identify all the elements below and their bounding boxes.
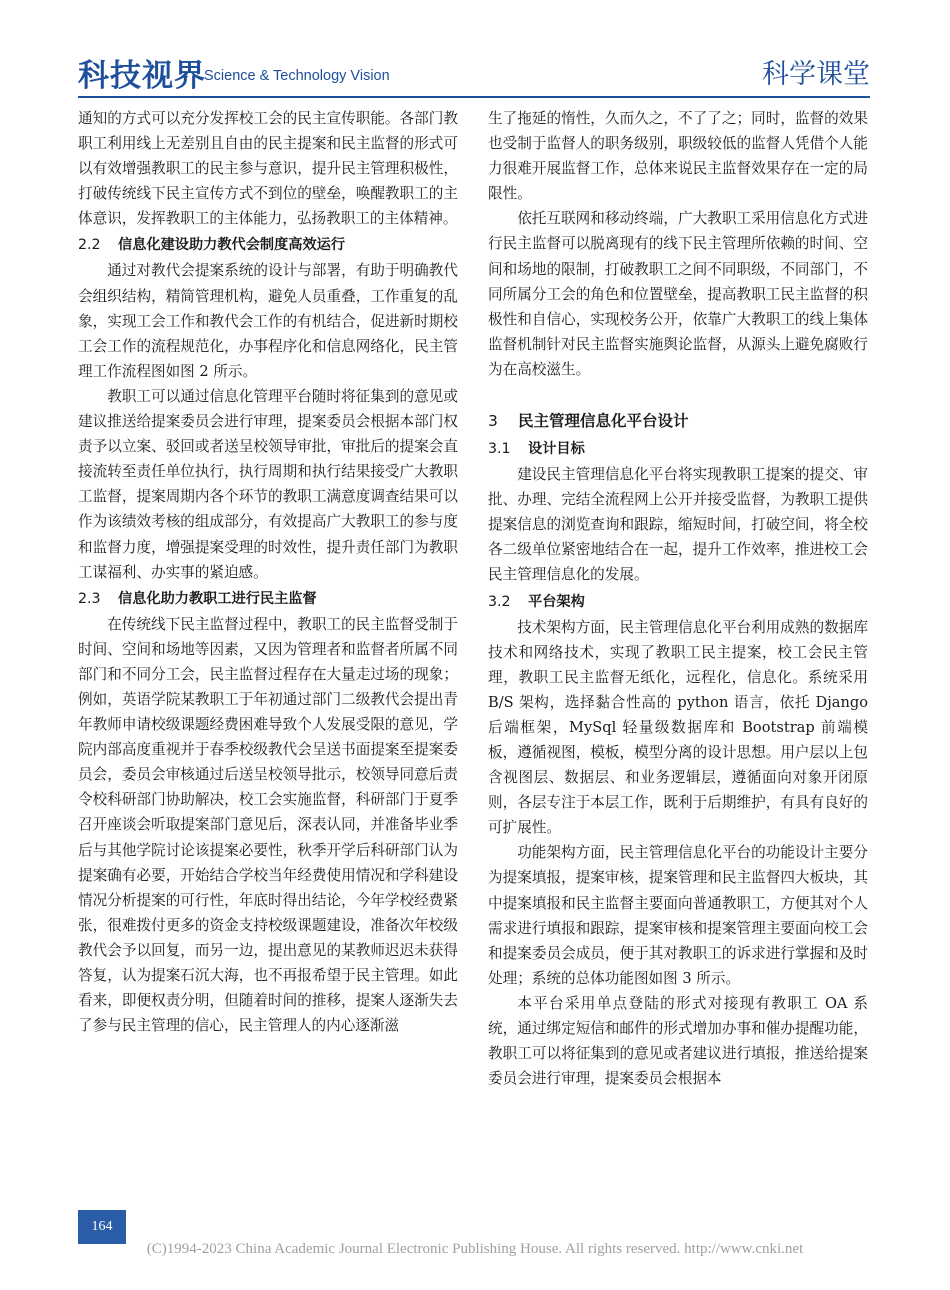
heading-number: 2.2 bbox=[78, 237, 101, 254]
heading-text: 民主管理信息化平台设计 bbox=[518, 412, 689, 431]
paragraph: 生了拖延的惰性，久而久之，不了了之；同时，监督的效果也受制于监督人的职务级别，职级较低的监督人凭借个人能力很难开展监督工作，总体来说民主监督效果存在一定的局限性。 bbox=[488, 110, 868, 203]
paragraph: 技术架构方面，民主管理信息化平台利用成熟的数据库技术和网络技术，实现了教职工民主提案，校工会民主管理，教职工民主监督无纸化，远程化，信息化。系统采用 B/S 架构，选择黏合性高的 python 语言，依托 Django 后端框架，MySql 轻量级数据库和 Bootstrap 前端模板，遵循视图，模板，模型分离的设计思想。用户层以上包含视图层、数据层、和业务逻辑层，遵循面向对象开闭原则，各层专注于本层工作，既利于后期维护，有具有良好的可扩展性。 bbox=[488, 618, 868, 837]
heading-text: 信息化建设助力教代会制度高效运行 bbox=[118, 237, 346, 254]
paragraph: 通过对教代会提案系统的设计与部署，有助于明确教代会组织结构，精简管理机构，避免人员重叠，工作重复的乱象，实现工会工作和教代会工作的有机结合，促进新时期校工会工作的流程规范化，办事程序化和信息网络化，民主管理工作流程图如图 2 所示。 bbox=[78, 262, 458, 380]
heading-number: 3.2 bbox=[488, 593, 511, 610]
paragraph: 通知的方式可以充分发挥校工会的民主宣传职能。各部门教职工利用线上无差别且自由的民主提案和民主监督的形式可以有效增强教职工的民主参与意识，提升民主管理积极性，打破传统线下民主宣传方式不到位的壁垒，唤醒教职工的主体意识，发挥教职工的主体能力，弘扬教职工的主体精神。 bbox=[78, 110, 458, 228]
section-gap bbox=[488, 382, 868, 407]
header-rule bbox=[78, 96, 870, 98]
heading-text: 信息化助力教职工进行民主监督 bbox=[118, 590, 317, 607]
section-heading-3-2 bbox=[488, 590, 868, 615]
paragraph: 在传统线下民主监督过程中，教职工的民主监督受制于时间、空间和场地等因素，又因为管理者和监督者所属不同部门和不同分工会，民主监督过程存在大量走过场的现象；例如，英语学院某教职工于年初通过部门二级教代会提出青年教师申请校级课题经费困难导致个人发展受限的意见，学院内部高度重视并于春季校级教代会呈送书面提案至提案委员会，委员会审核通过后送呈校领导批示，校领导同意后责令校科研部门协助解决，校工会实施监督，科研部门于夏季召开座谈会听取提案部门意见后，深表认同，并准备毕业季后与其他学院讨论该提案必要性，秋季开学后科研部门认为提案确有必要，开始结合学校当年经费使用情况和学科建设情况分析提案的可行性，年底时得出结论，今年学校经费紧张，很难拨付更多的资金支持校级课题建设，准备次年校级教代会予以回复，而另一边，提出意见的某教师迟迟未获得答复，认为提案石沉大海，也不再报希望于民主管理。如此看来，即便权责分明，但随着时间的推移，提案人逐渐失去了参与民主管理的信心，民主管理人的内心逐渐滋 bbox=[78, 615, 458, 1035]
journal-brand-cn: 科技视界 bbox=[78, 58, 206, 94]
paragraph: 教职工可以通过信息化管理平台随时将征集到的意见或建议推送给提案委员会进行审理，提案委员会根据本部门权责予以立案、驳回或者送呈校领导审批，审批后的提案会直接流转至责任单位执行，执行周期和执行结果接受广大教职工监督，提案周期内各个环节的教职工满意度调查结果可以作为该绩效考核的组成部分，有效提高广大教职工的参与度和监督力度，增强提案受理的时效性，提升责任部门为教职工谋福利、办实事的紧迫感。 bbox=[78, 387, 458, 581]
left-column bbox=[78, 106, 458, 1038]
heading-number: 3 bbox=[488, 412, 498, 431]
right-column bbox=[488, 106, 868, 1091]
heading-text: 设计目标 bbox=[528, 441, 585, 458]
heading-number: 3.1 bbox=[488, 441, 511, 458]
section-heading-2-2 bbox=[78, 233, 458, 258]
journal-brand-en: Science & Technology Vision bbox=[204, 68, 390, 84]
journal-header bbox=[78, 50, 870, 96]
heading-number: 2.3 bbox=[78, 590, 101, 607]
section-heading-3-1 bbox=[488, 437, 868, 462]
section-heading-2-3 bbox=[78, 587, 458, 612]
paragraph: 建设民主管理信息化平台将实现教职工提案的提交、审批、办理、完结全流程网上公开并接受监督，为教职工提供提案信息的浏览查询和跟踪，缩短时间，打破空间，将全校各二级单位紧密地结合在一起，提升工作效率，推进校工会民主管理信息化的发展。 bbox=[488, 466, 868, 584]
paragraph: 本平台采用单点登陆的形式对接现有教职工 OA 系统，通过绑定短信和邮件的形式增加办事和催办提醒功能，教职工可以将征集到的意见或者建议进行填报，推送给提案委员会进行审理，提案委员会根据本 bbox=[488, 994, 868, 1088]
section-heading-3 bbox=[488, 407, 868, 435]
paragraph: 功能架构方面，民主管理信息化平台的功能设计主要分为提案填报，提案审核，提案管理和民主监督四大板块，其中提案填报和民主监督主要面向普通教职工，方便其对个人需求进行填报和跟踪，提案审核和提案管理主要面向校工会和提案委员会成员，便于其对教职工的诉求进行掌握和及时处理；系统的总体功能图如图 3 所示。 bbox=[488, 844, 868, 987]
heading-text: 平台架构 bbox=[528, 593, 585, 610]
copyright-notice: (C)1994-2023 China Academic Journal Electronic Publishing House. All rights reserved. http://www.cnki.net bbox=[146, 1241, 804, 1257]
section-name: 科学课堂 bbox=[762, 59, 870, 90]
page-number: 164 bbox=[78, 1210, 126, 1244]
paragraph: 依托互联网和移动终端，广大教职工采用信息化方式进行民主监督可以脱离现有的线下民主管理所依赖的时间、空间和场地的限制，打破教职工之间不同职级，不同部门，不同所属分工会的角色和位置壁垒，提高教职工民主监督的积极性和自信心，实现校务公开，依靠广大教职工的线上集体监督机制针对民主监督实施舆论监督，从源头上避免腐败行为在高校滋生。 bbox=[488, 210, 868, 378]
